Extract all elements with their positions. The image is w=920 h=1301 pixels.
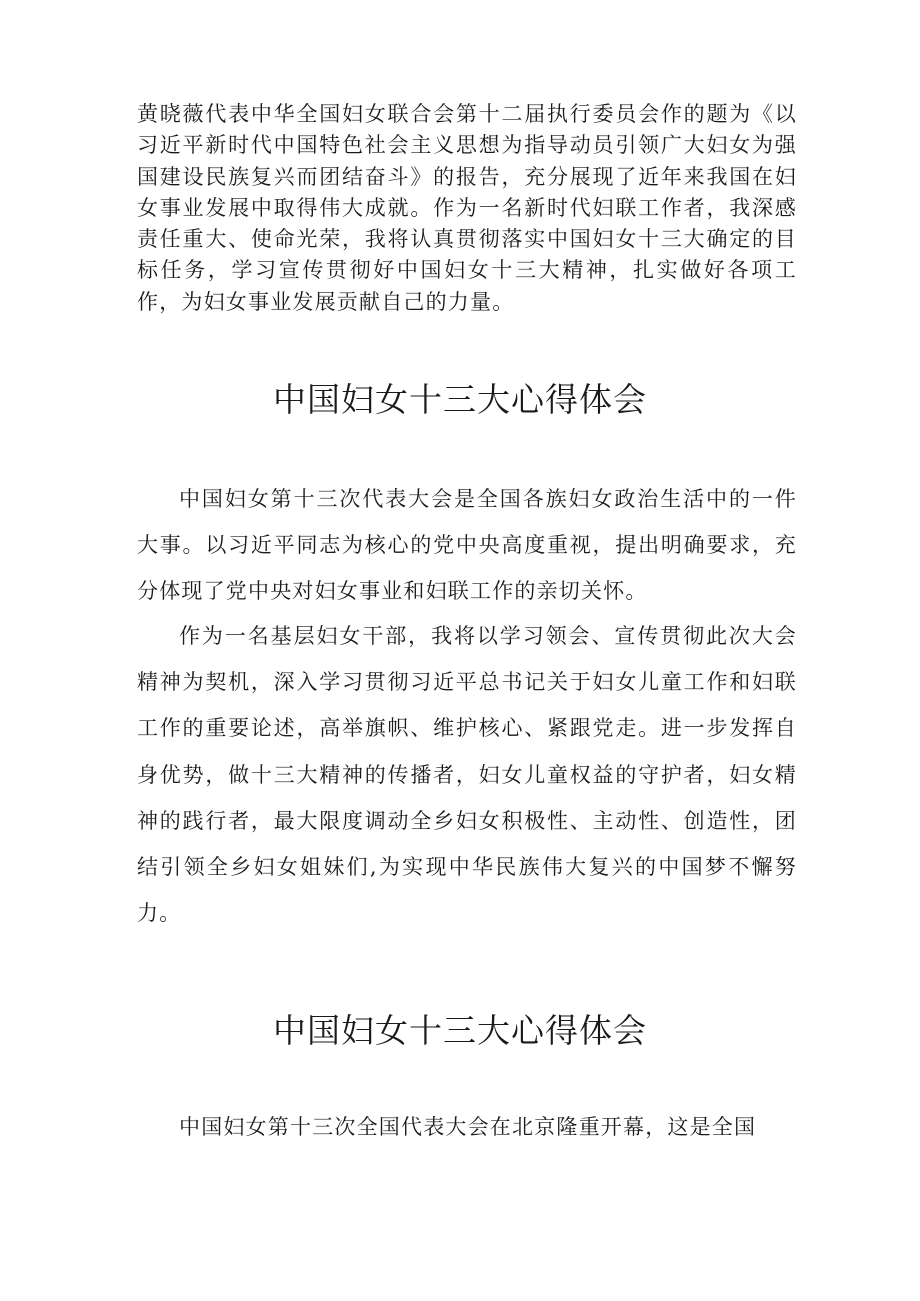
- section-heading: 中国妇女十三大心得体会: [273, 380, 647, 419]
- body-paragraph: 中国妇女第十三次代表大会是全国各族妇女政治生活中的一件大事。以习近平同志为核心的党中央高度重视，提出明确要求，充分体现了党中央对妇女事业和妇联工作的亲切关怀。: [137, 487, 797, 603]
- section-heading: 中国妇女十三大心得体会: [273, 1011, 647, 1050]
- body-paragraph: 作为一名基层妇女干部，我将以学习领会、宣传贯彻此次大会精神为契机，深入学习贯彻习近平总书记关于妇女儿童工作和妇联工作的重要论述，高举旗帜、维护核心、紧跟党走。进一步发挥自身优势，做十三大精神的传播者，妇女儿童权益的守护者，妇女精神的践行者，最大限度调动全乡妇女积极性、主动性、创造性，团结引领全乡妇女姐妹们,为实现中华民族伟大复兴的中国梦不懈努力。: [137, 624, 797, 926]
- intro-paragraph: 黄晓薇代表中华全国妇女联合会第十二届执行委员会作的题为《以习近平新时代中国特色社会主义思想为指导动员引领广大妇女为强国建设民族复兴而团结奋斗》的报告，充分展现了近年来我国在妇女事业发展中取得伟大成就。作为一名新时代妇联工作者，我深感责任重大、使命光荣，我将认真贯彻落实中国妇女十三大确定的目标任务，学习宣传贯彻好中国妇女十三大精神，扎实做好各项工作，为妇女事业发展贡献自己的力量。: [137, 102, 797, 314]
- body-paragraph: 中国妇女第十三次全国代表大会在北京隆重开幕，这是全国: [179, 1115, 757, 1139]
